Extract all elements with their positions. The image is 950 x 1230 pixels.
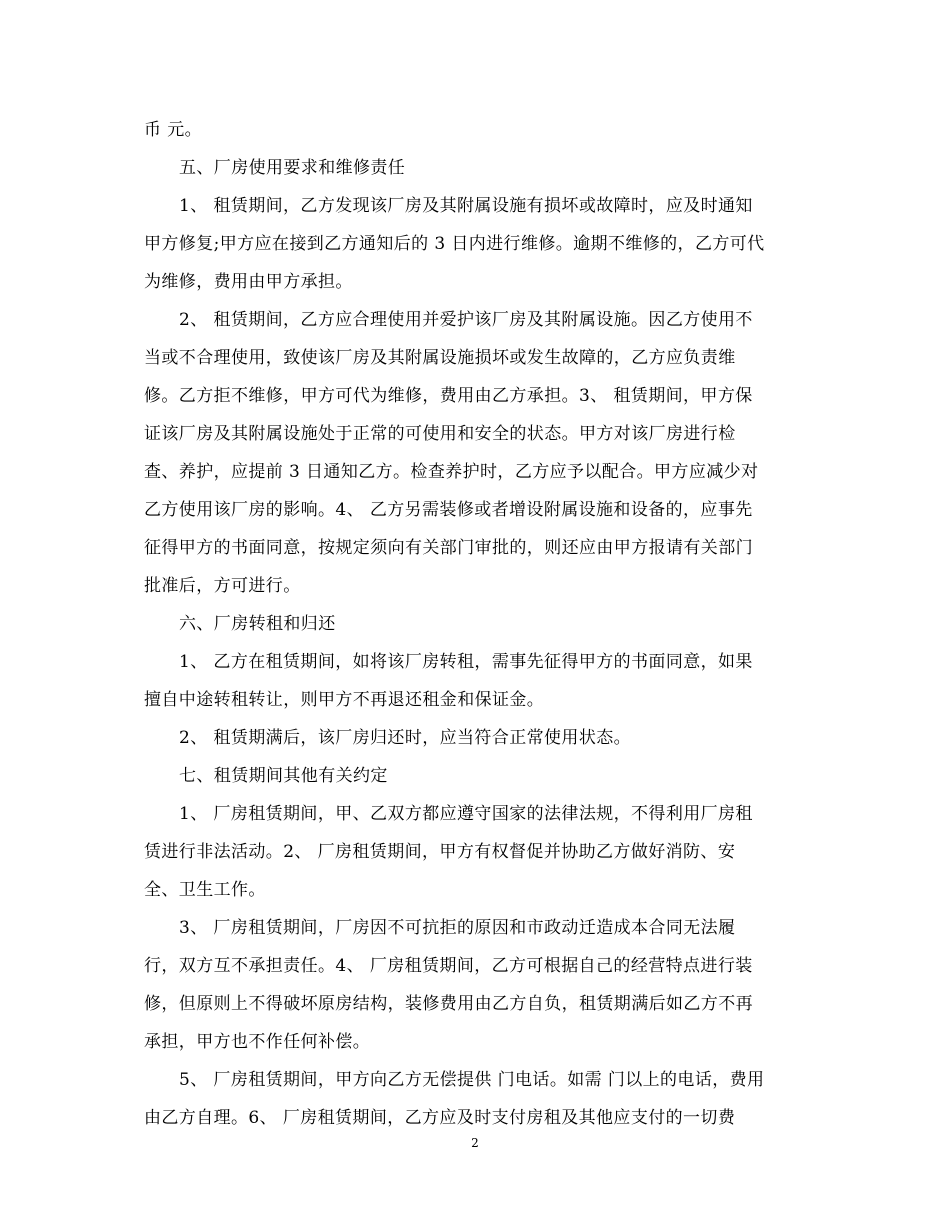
text-line: 1、 乙方在租赁期间，如将该厂房转租，需事先征得甲方的书面同意，如果 <box>179 652 753 672</box>
text-line: 征得甲方的书面同意，按规定须向有关部门审批的，则还应由甲方报请有关部门 <box>144 538 753 558</box>
text-line: 修。乙方拒不维修，甲方可代为维修，费用由乙方承担。3、 租赁期间，甲方保 <box>144 386 753 406</box>
text-line: 修，但原则上不得破坏原房结构，装修费用由乙方自负，租赁期满后如乙方不再 <box>144 994 753 1014</box>
text-line: 1、 租赁期间，乙方发现该厂房及其附属设施有损坏或故障时，应及时通知 <box>179 196 753 216</box>
text-line: 承担，甲方也不作任何补偿。 <box>144 1032 371 1052</box>
text-line: 行，双方互不承担责任。4、 厂房租赁期间，乙方可根据自己的经营特点进行装 <box>144 956 753 976</box>
text-line: 为维修，费用由甲方承担。 <box>144 272 353 292</box>
text-line: 乙方使用该厂房的影响。4、 乙方另需装修或者增设附属设施和设备的，应事先 <box>144 500 753 520</box>
text-line: 1、 厂房租赁期间，甲、乙双方都应遵守国家的法律法规，不得利用厂房租 <box>179 804 753 824</box>
text-line: 由乙方自理。6、 厂房租赁期间，乙方应及时支付房租及其他应支付的一切费 <box>144 1108 736 1128</box>
section-heading: 七、租赁期间其他有关约定 <box>179 766 388 786</box>
text-line: 2、 租赁期间，乙方应合理使用并爱护该厂房及其附属设施。因乙方使用不 <box>179 310 753 330</box>
text-line: 擅自中途转租转让，则甲方不再退还租金和保证金。 <box>144 690 545 710</box>
section-heading: 五、厂房使用要求和维修责任 <box>179 158 406 178</box>
text-line: 币 元。 <box>144 120 203 140</box>
text-line: 当或不合理使用，致使该厂房及其附属设施损坏或发生故障的，乙方应负责维 <box>144 348 736 368</box>
section-heading: 六、厂房转租和归还 <box>179 614 336 634</box>
text-line: 查、养护，应提前 3 日通知乙方。检查养护时，乙方应予以配合。甲方应减少对 <box>144 462 759 482</box>
page-number: 2 <box>471 1136 479 1150</box>
text-line: 批准后，方可进行。 <box>144 576 301 596</box>
text-line: 2、 租赁期满后，该厂房归还时，应当符合正常使用状态。 <box>179 728 632 748</box>
text-line: 赁进行非法活动。2、 厂房租赁期间，甲方有权督促并协助乙方做好消防、安 <box>144 842 736 862</box>
text-line: 证该厂房及其附属设施处于正常的可使用和安全的状态。甲方对该厂房进行检 <box>144 424 736 444</box>
text-line: 3、 厂房租赁期间，厂房因不可抗拒的原因和市政动迁造成本合同无法履 <box>179 918 736 938</box>
text-line: 全、卫生工作。 <box>144 880 266 900</box>
text-line: 甲方修复;甲方应在接到乙方通知后的 3 日内进行维修。逾期不维修的，乙方可代 <box>144 234 765 254</box>
text-line: 5、 厂房租赁期间，甲方向乙方无偿提供 门电话。如需 门以上的电话，费用 <box>179 1070 765 1090</box>
